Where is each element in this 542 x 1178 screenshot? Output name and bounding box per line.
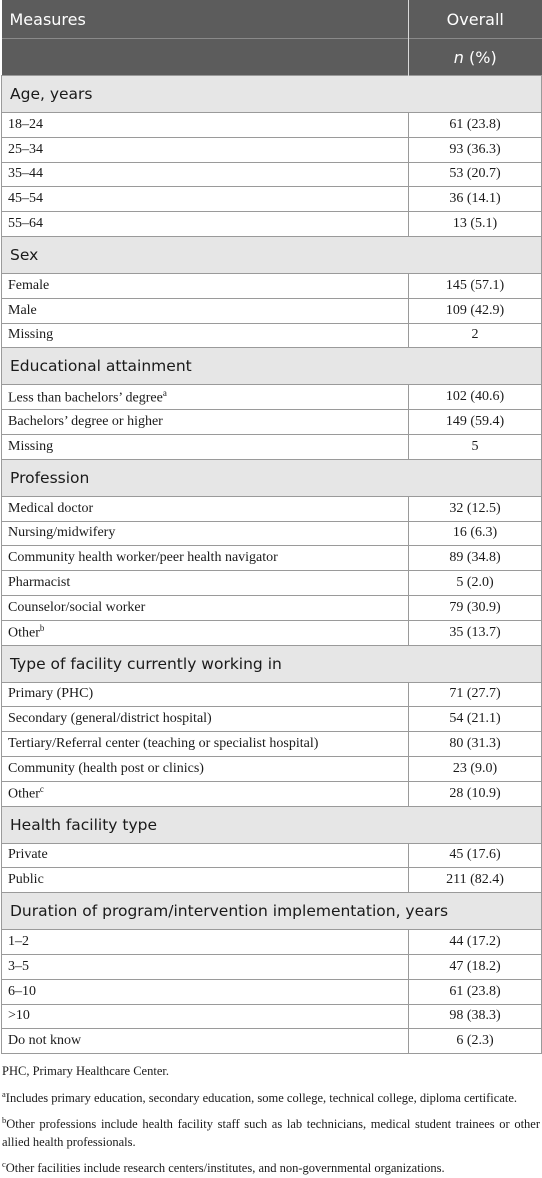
measure-label: Medical doctor [8,500,94,516]
footnote-text: Other professions include health facility staff such as lab technicians, medical student trainees or other allied health professionals. [2,1117,540,1149]
value-cell: 98 (38.3) [409,1004,542,1029]
footnote-text: Other facilities include research centers/institutes, and non-governmental organizations. [5,1161,445,1176]
table-row [2,732,542,757]
measure-label: 45–54 [8,191,43,207]
measure-label-cell [2,137,409,162]
footnote-marker: b [2,1115,7,1126]
value-cell: 71 (27.7) [409,682,542,707]
measure-label: Community (health post or clinics) [8,760,204,776]
value-cell: 93 (36.3) [409,137,542,162]
value-cell: 5 (2.0) [409,571,542,596]
measure-label-cell [2,595,409,620]
measure-label: 3–5 [8,958,29,974]
section-row [2,893,542,930]
table-row [2,595,542,620]
value-cell: 53 (20.7) [409,162,542,187]
measure-label-cell [2,682,409,707]
value-cell: 13 (5.1) [409,212,542,237]
measure-label-cell [2,843,409,868]
section-title: Age, years [2,76,542,113]
measure-label-cell [2,521,409,546]
section-title: Health facility type [2,806,542,843]
measure-label-cell [2,707,409,732]
footnote-marker: c [2,1159,6,1170]
footnote-marker: c [39,784,44,795]
measure-label-cell [2,410,409,435]
section-row [2,236,542,273]
footnote-text: PHC, Primary Healthcare Center. [2,1064,169,1079]
measure-label-cell [2,954,409,979]
measure-label: Male [8,302,37,318]
value-cell: 44 (17.2) [409,930,542,955]
measure-label: Private [8,847,48,863]
table-row [2,571,542,596]
value-cell: 109 (42.9) [409,298,542,323]
section-title: Profession [2,459,542,496]
table-row [2,620,542,645]
value-cell: 54 (21.1) [409,707,542,732]
table-row [2,1029,542,1054]
footnote [2,1086,540,1108]
footnote-text: Includes primary education, secondary education, some college, technical college, diploma certificate. [5,1090,518,1105]
measure-label: 18–24 [8,116,43,132]
measure-label-cell [2,298,409,323]
section-row [2,806,542,843]
measure-label: 25–34 [8,141,43,157]
footnote-marker: b [39,623,45,634]
section-row [2,76,542,113]
measure-label-cell [2,571,409,596]
value-cell: 5 [409,434,542,459]
table-row [2,212,542,237]
value-cell: 32 (12.5) [409,496,542,521]
measure-label: 1–2 [8,934,29,950]
measure-label: Female [8,277,50,293]
measure-label-cell [2,620,409,645]
table-row [2,323,542,348]
section-title: Duration of program/intervention implementation, years [2,893,542,930]
table-row [2,546,542,571]
measure-label: Bachelors’ degree or higher [8,414,163,430]
value-cell: 45 (17.6) [409,843,542,868]
measure-label-cell [2,979,409,1004]
subheader-row [2,39,542,76]
measure-label-cell [2,756,409,781]
value-cell: 2 [409,323,542,348]
table-row [2,434,542,459]
table-row [2,756,542,781]
measure-label: 55–64 [8,216,43,232]
measure-label-cell [2,868,409,893]
table-row [2,868,542,893]
table-row [2,137,542,162]
measure-label: Public [8,872,44,888]
section-row [2,459,542,496]
pct-label: (%) [463,47,497,67]
table-row [2,113,542,138]
measure-label-cell [2,1004,409,1029]
value-cell: 79 (30.9) [409,595,542,620]
measure-label: >10 [8,1008,30,1024]
value-cell: 61 (23.8) [409,113,542,138]
table-row [2,954,542,979]
n-label: n [453,47,464,67]
subheader-blank [2,39,409,76]
table-body [2,76,542,1054]
measure-label: Less than bachelors’ degree [8,390,163,406]
table-row [2,298,542,323]
measure-label: Missing [8,438,54,454]
footnotes [0,1054,542,1178]
measure-label: Counselor/social worker [8,599,146,615]
measure-label-cell [2,162,409,187]
table-row [2,781,542,806]
table-row [2,930,542,955]
measure-label: Other [8,786,40,802]
measure-label-cell [2,323,409,348]
measure-label: Other [8,625,40,641]
value-cell: 16 (6.3) [409,521,542,546]
footnote [2,1156,540,1178]
value-cell: 149 (59.4) [409,410,542,435]
measure-label-cell [2,546,409,571]
table-row [2,707,542,732]
measure-label-cell [2,930,409,955]
table-row [2,521,542,546]
n-percent-header [409,39,542,76]
table-row [2,385,542,410]
measure-label-cell [2,385,409,410]
measure-label-cell [2,732,409,757]
measure-label: Nursing/midwifery [8,525,116,541]
value-cell: 47 (18.2) [409,954,542,979]
measure-label-cell [2,496,409,521]
value-cell: 102 (40.6) [409,385,542,410]
table-row [2,496,542,521]
value-cell: 6 (2.3) [409,1029,542,1054]
table-row [2,273,542,298]
measure-label: Community health worker/peer health navigator [8,550,278,566]
footnote [2,1063,540,1081]
measure-label-cell [2,212,409,237]
measures-header: Measures [2,0,409,39]
value-cell: 211 (82.4) [409,868,542,893]
measure-label: 35–44 [8,166,43,182]
footnote-marker: a [162,387,167,398]
header-row [2,0,542,39]
measure-label: Do not know [8,1033,82,1049]
table-row [2,979,542,1004]
measure-label-cell [2,113,409,138]
measure-label: Secondary (general/district hospital) [8,711,212,727]
measure-label-cell [2,187,409,212]
table-row [2,410,542,435]
value-cell: 61 (23.8) [409,979,542,1004]
section-title: Sex [2,236,542,273]
footnote [2,1112,540,1151]
measure-label: Primary (PHC) [8,686,94,702]
section-row [2,645,542,682]
value-cell: 28 (10.9) [409,781,542,806]
footnote-marker: a [2,1088,6,1099]
measure-label-cell [2,273,409,298]
value-cell: 23 (9.0) [409,756,542,781]
value-cell: 35 (13.7) [409,620,542,645]
table-row [2,682,542,707]
section-title: Educational attainment [2,348,542,385]
section-row [2,348,542,385]
demographics-table [1,0,542,1054]
value-cell: 80 (31.3) [409,732,542,757]
measure-label: 6–10 [8,983,36,999]
measure-label: Tertiary/Referral center (teaching or specialist hospital) [8,736,319,752]
table-row [2,843,542,868]
table-row [2,187,542,212]
table-row [2,162,542,187]
value-cell: 145 (57.1) [409,273,542,298]
measure-label-cell [2,1029,409,1054]
overall-header: Overall [409,0,542,39]
value-cell: 89 (34.8) [409,546,542,571]
measure-label-cell [2,781,409,806]
value-cell: 36 (14.1) [409,187,542,212]
table-row [2,1004,542,1029]
measure-label-cell [2,434,409,459]
measure-label: Missing [8,327,54,343]
measure-label: Pharmacist [8,575,71,591]
section-title: Type of facility currently working in [2,645,542,682]
